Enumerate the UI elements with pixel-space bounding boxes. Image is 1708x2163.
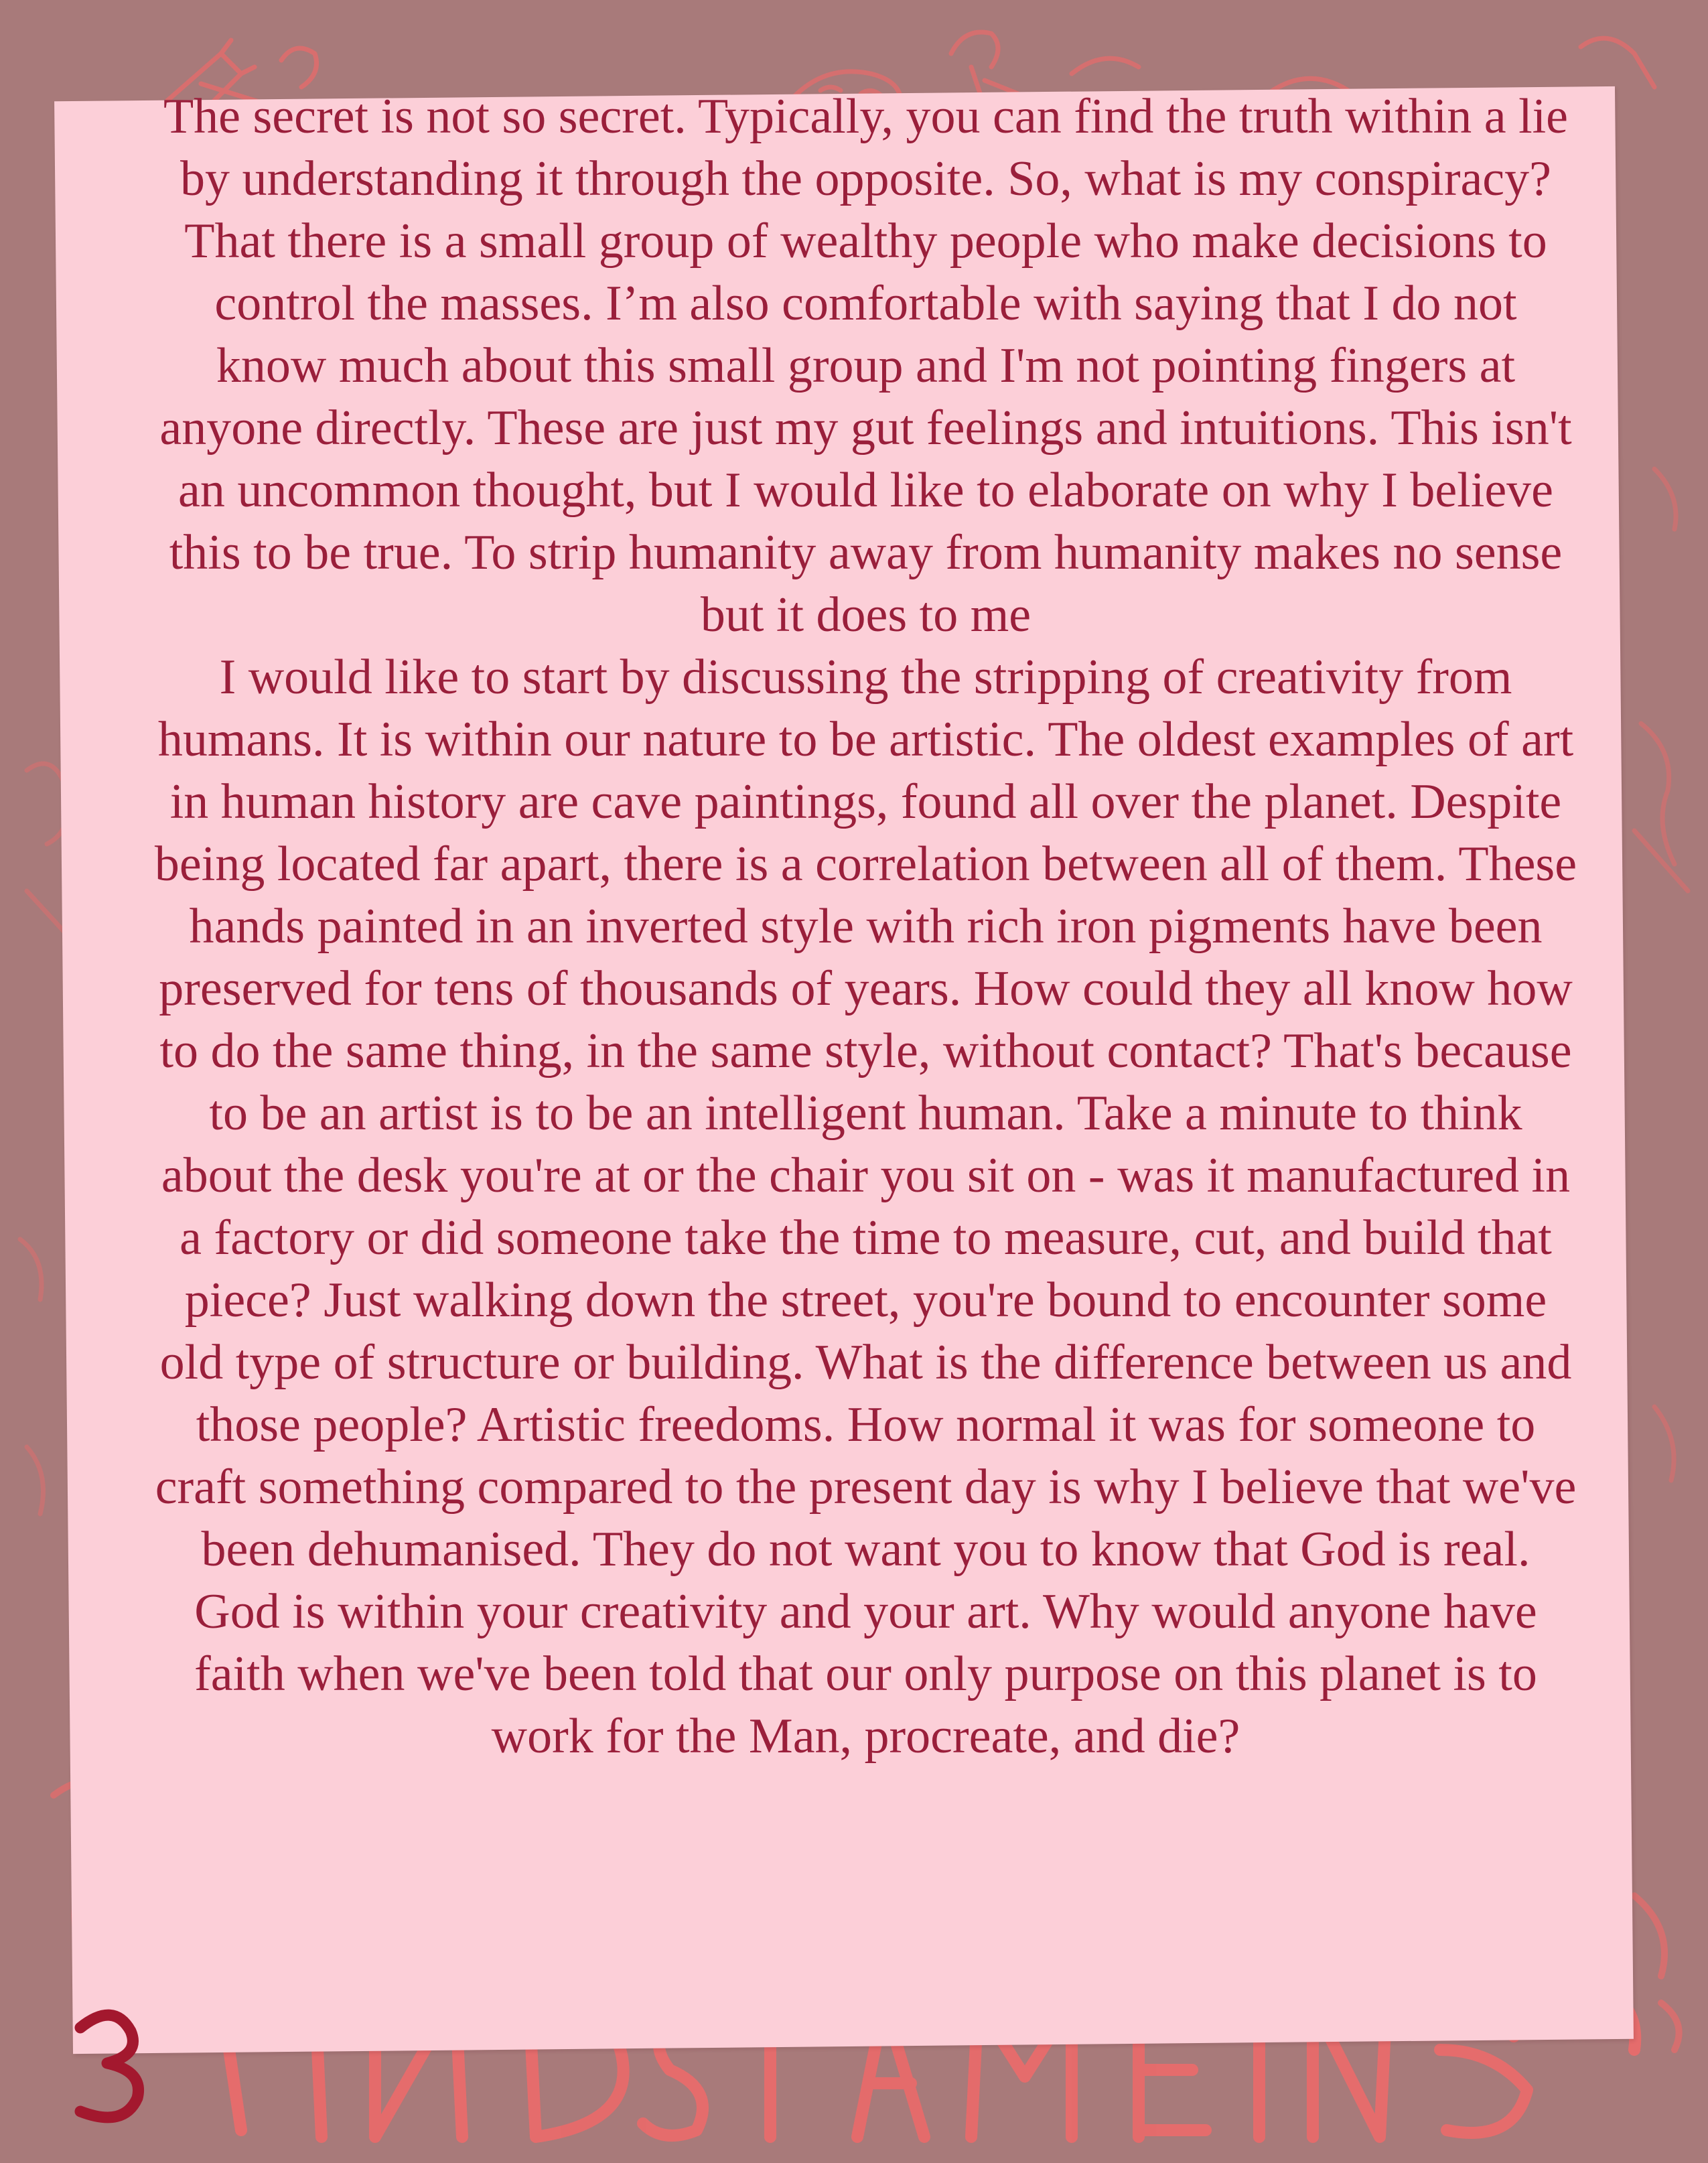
page-number bbox=[67, 2004, 154, 2125]
article-body bbox=[154, 86, 1577, 1768]
sketch-doodle-right bbox=[1634, 469, 1688, 1480]
paragraph-1: The secret is not so secret. Typically, you can find the truth within a lie by understanding it through the opposite. So, what is my conspiracy? That there is a small group of wealthy people who make decisions to control the masses. I’m also comfortable with saying that I do not know much about this small group and I'm not pointing fingers at anyone directly. These are just my gut feelings and intuitions. This isn't an uncommon thought, but I would like to elaborate on why I believe this to be true. To strip humanity away from humanity makes no sense but it does to me bbox=[159, 89, 1572, 642]
paragraph-2: I would like to start by discussing the stripping of creativity from humans. It is within our nature to be artistic. The oldest examples of art in human history are cave paintings, found all over the planet. Despite being located far apart, there is a correlation between all of them. These hands painted in an inverted style with rich iron pigments have been preserved for tens of thousands of years. How could they all know how to do the same thing, in the same style, without contact? That's because to be an artist is to be an intelligent human. Take a minute to think about the desk you're at or the chair you sit on - was it manufactured in a factory or did someone take the time to measure, cut, and build that piece? Just walking down the street, you're bound to encounter some old type of structure or building. What is the difference between us and those people? Artistic freedoms. How normal it was for someone to craft something compared to the present day is why I believe that we've been dehumanised. They do not want you to know that God is real. God is within your creativity and your art. Why would anyone have faith when we've been told that our only purpose on this planet is to work for the Man, procreate, and die? bbox=[154, 650, 1577, 1764]
